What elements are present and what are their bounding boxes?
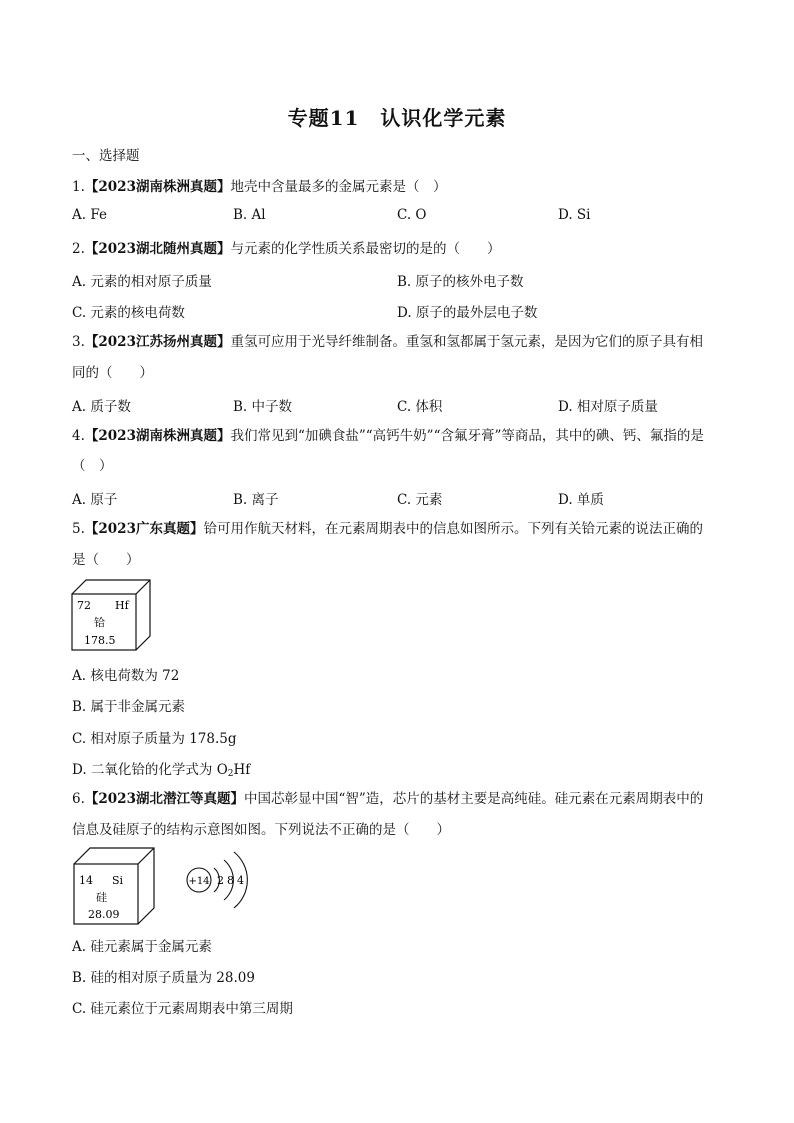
question-6-continued: 信息及硅原子的结构示意图如图。下列说法不正确的是（ ） [72, 822, 450, 838]
question-number: 4. [72, 428, 85, 444]
option-6b[interactable]: B. 硅的相对原子质量为 28.09 [72, 970, 255, 986]
shell-1-electrons: 2 [217, 874, 224, 887]
shell-3-electrons: 4 [237, 874, 244, 887]
option-3c[interactable]: C. 体积 [397, 399, 443, 415]
question-text: 地壳中含量最多的金属元素是（ ） [230, 179, 447, 195]
option-4d[interactable]: D. 单质 [558, 492, 604, 508]
option-text-tail: Hf [233, 762, 251, 778]
option-6c[interactable]: C. 硅元素位于元素周期表中第三周期 [72, 1001, 293, 1017]
question-1 [72, 177, 446, 197]
element-mass: 28.09 [88, 908, 120, 921]
question-source: 【2023湖北随州真题】 [84, 241, 231, 257]
option-5b[interactable]: B. 属于非金属元素 [72, 699, 186, 715]
element-tile-hafnium [70, 578, 154, 652]
option-4b[interactable]: B. 离子 [233, 492, 279, 508]
element-symbol: Si [112, 874, 124, 887]
question-text: 中国芯彰显中国“智”造，芯片的基材主要是高纯硅。硅元素在元素周期表中的 [243, 791, 704, 807]
question-4 [72, 426, 704, 446]
question-text: 铪可用作航天材料，在元素周期表中的信息如图所示。下列有关铪元素的说法正确的 [203, 521, 703, 537]
question-source: 【2023湖北潜江等真题】 [84, 791, 244, 807]
question-source: 【2023广东真题】 [84, 521, 204, 537]
option-2c[interactable]: C. 元素的核电荷数 [72, 305, 185, 321]
option-2d[interactable]: D. 原子的最外层电子数 [397, 305, 538, 321]
element-name: 硅 [96, 891, 107, 904]
shell-2-electrons: 8 [227, 874, 234, 887]
option-1a[interactable]: A. Fe [72, 207, 107, 223]
option-text: D. 二氧化铪的化学式为 O [72, 762, 228, 778]
question-number: 3. [72, 334, 85, 350]
option-4a[interactable]: A. 原子 [72, 492, 118, 508]
option-2a[interactable]: A. 元素的相对原子质量 [72, 274, 212, 290]
element-mass: 178.5 [84, 634, 116, 647]
element-name: 铪 [94, 616, 105, 629]
option-5c[interactable]: C. 相对原子质量为 178.5g [72, 731, 237, 747]
option-6a[interactable]: A. 硅元素属于金属元素 [72, 939, 212, 955]
question-2 [72, 239, 500, 259]
element-symbol: Hf [115, 599, 129, 612]
question-6 [72, 789, 703, 809]
option-4c[interactable]: C. 元素 [397, 492, 443, 508]
element-tile-silicon [72, 846, 156, 926]
atomic-structure-diagram [180, 846, 250, 912]
subscript: 2 [227, 769, 234, 779]
question-4-continued: （ ） [72, 458, 113, 474]
page-title: 专题11 认识化学元素 [287, 106, 507, 130]
question-5-continued: 是（ ） [72, 552, 140, 568]
question-source: 【2023江苏扬州真题】 [84, 334, 231, 350]
option-5d[interactable] [72, 758, 250, 779]
option-2b[interactable]: B. 原子的核外电子数 [397, 274, 524, 290]
question-text: 重氢可应用于光导纤维制备。重氢和氢都属于氢元素，是因为它们的原子具有相 [230, 334, 703, 350]
question-3 [72, 332, 703, 352]
section-heading: 一、选择题 [72, 148, 140, 164]
option-3a[interactable]: A. 质子数 [72, 399, 131, 415]
question-number: 6. [72, 791, 85, 807]
question-number: 2. [72, 241, 85, 257]
option-1b[interactable]: B. Al [233, 207, 266, 223]
question-text: 与元素的化学性质关系最密切的是的（ ） [230, 241, 501, 257]
option-3b[interactable]: B. 中子数 [233, 399, 293, 415]
question-source: 【2023湖南株洲真题】 [84, 428, 231, 444]
option-1d[interactable]: D. Si [558, 207, 591, 223]
option-1c[interactable]: C. O [397, 207, 427, 223]
question-5 [72, 519, 703, 539]
question-source: 【2023湖南株洲真题】 [84, 179, 231, 195]
question-3-continued: 同的（ ） [72, 365, 153, 381]
element-number: 14 [79, 874, 93, 887]
option-5a[interactable]: A. 核电荷数为 72 [72, 668, 180, 684]
nucleus-charge: +14 [188, 876, 210, 887]
question-text: 我们常见到“加碘食盐”“高钙牛奶”“含氟牙膏”等商品，其中的碘、钙、氟指的是 [230, 428, 704, 444]
question-number: 1. [72, 179, 85, 195]
element-number: 72 [77, 599, 91, 612]
question-number: 5. [72, 521, 85, 537]
option-3d[interactable]: D. 相对原子质量 [558, 399, 658, 415]
